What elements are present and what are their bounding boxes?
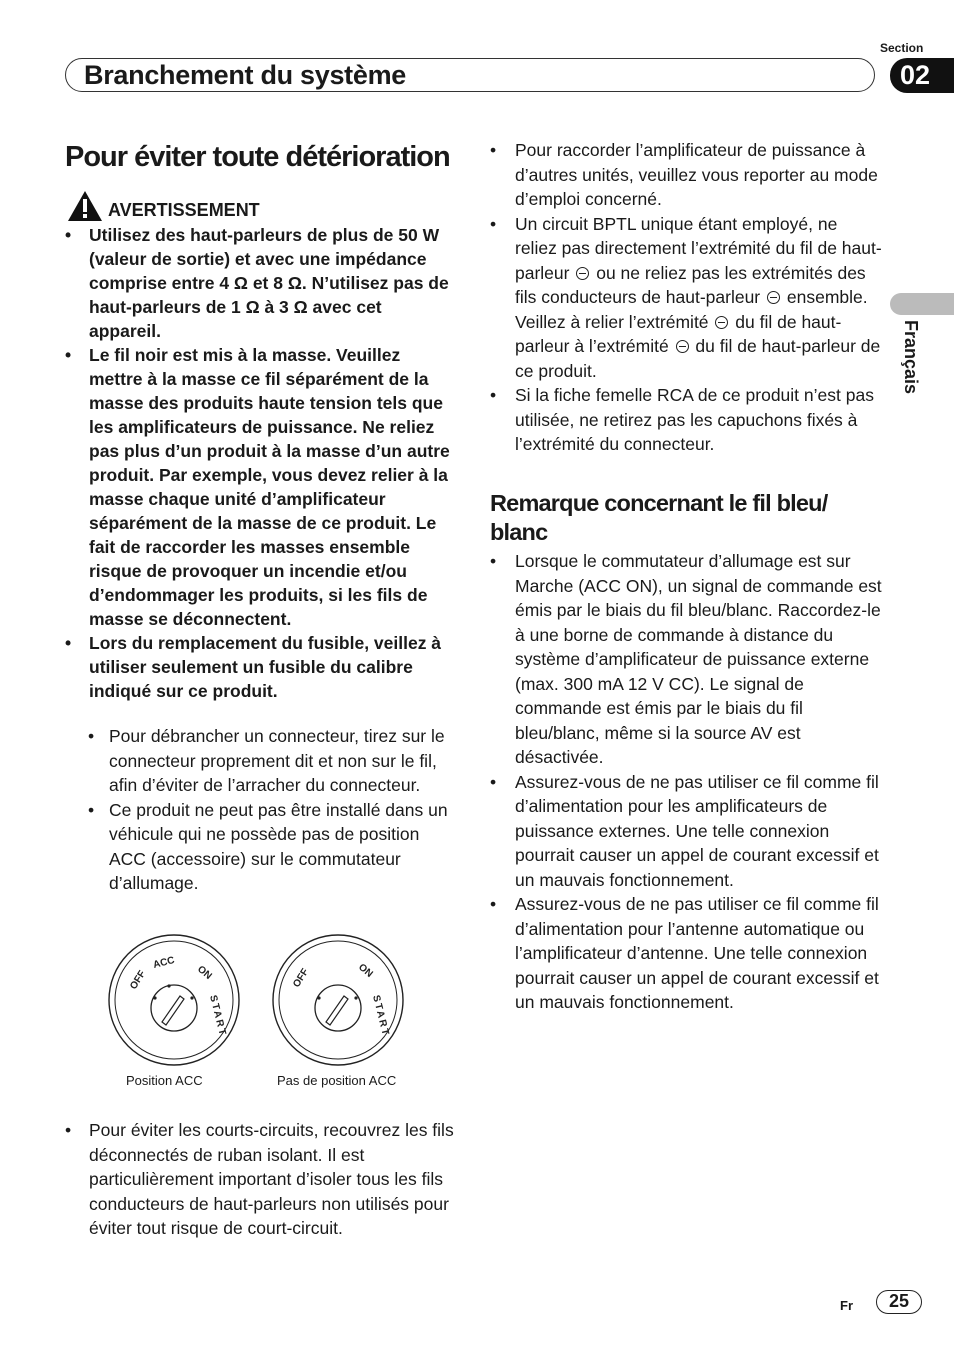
page-number: 25 [876, 1290, 922, 1314]
dial-acc-acc: ACC [152, 954, 176, 971]
section-label: Section [880, 41, 924, 55]
dial-acc-off: OFF [128, 968, 149, 992]
dial-acc-start: START [207, 994, 229, 1039]
caption-acc: Position ACC [126, 1073, 203, 1088]
short-circuit-list [65, 1118, 455, 1241]
amplifier-notes-list [490, 138, 882, 457]
warning-item: • Le fil noir est mis à la masse. Veuillez mettre à la masse ce fil séparément de la masse des produits haute tension tels que les amplificateurs de puissance. Ne reliez pas plus d’un produit à la masse d’un autre produit. Par exemple, vous devez relier à la masse chaque unité d’amplificateur séparément de la masse de ce produit. Le fait de raccorder les masses ensemble risque de provoquer un incendie et/ou d’endommager les produits, si les fils de masse se déconnectent. [65, 343, 457, 631]
bptl-text-3: ensemble. Veillez à relier l’extrémité [515, 287, 868, 332]
minus-terminal-icon [767, 291, 780, 304]
blue-white-wire-item: • Assurez-vous de ne pas utiliser ce fil comme fil d’alimentation pour les amplificateurs de puissance externes. Une telle connexion pourrait causer un appel de courant excessif et un mauvais fonctionnement. [490, 770, 882, 893]
warning-title: AVERTISSEMENT [108, 200, 260, 220]
ignition-switch-figure [106, 930, 406, 1070]
amplifier-note: • Pour raccorder l’amplificateur de puissance à d’autres unités, veuillez vous reporter au mode d’emploi concerné. [490, 138, 882, 212]
rca-note: • Si la fiche femelle RCA de ce produit n’est pas utilisée, ne retirez pas les capuchons fixés à l’extrémité du connecteur. [490, 383, 882, 457]
short-circuit-item: • Pour éviter les courts-circuits, recouvrez les fils déconnectés de ruban isolant. Il est particulièrement important d’isoler tous les fils conducteurs de haut-parleurs non utilisés pour éviter tout risque de court-circuit. [65, 1118, 455, 1241]
warning-item: • Lors du remplacement du fusible, veillez à utiliser seulement un fusible du calibre indiqué sur ce produit. [65, 631, 457, 703]
precaution-item: • Ce produit ne peut pas être installé dans un véhicule qui ne possède pas de position ACC (accessoire) sur le commutateur d’allumage. [86, 798, 454, 896]
language-tab [890, 293, 954, 315]
bptl-text-2: ou ne reliez pas les extrémités des fils conducteurs de haut-parleur [515, 262, 866, 307]
caption-no-acc: Pas de position ACC [277, 1073, 397, 1088]
blue-white-wire-item: • Assurez-vous de ne pas utiliser ce fil comme fil d’alimentation pour l’antenne automatique ou l’amplificateur d’antenne. Une telle connexion pourrait causer un appel de courant excessif et un mauvais fonctionnement. [490, 892, 882, 1015]
bptl-note [490, 212, 882, 384]
precaution-list [86, 724, 454, 896]
minus-terminal-icon [576, 267, 589, 280]
blue-white-wire-list [490, 549, 882, 1015]
footer-language: Fr [840, 1298, 853, 1313]
dial-acc [109, 935, 239, 1065]
warning-icon [67, 190, 103, 222]
warning-item: • Utilisez des haut-parleurs de plus de 50 W (valeur de sortie) et avec une impédance comprise entre 4 Ω et 8 Ω. N’utilisez pas de haut-parleurs de 1 Ω à 3 Ω avec cet appareil. [65, 223, 457, 343]
language-label: Français [901, 320, 921, 395]
precaution-item: • Pour débrancher un connecteur, tirez sur le connecteur proprement dit et non sur le fil, afin d’éviter de l’arracher du connecteur. [86, 724, 454, 798]
bptl-text-5: du fil de haut-parleur de ce produit. [515, 336, 881, 381]
chapter-title: Branchement du système [84, 60, 407, 90]
dial-acc-on: ON [195, 963, 214, 982]
dial-no-acc [273, 935, 403, 1065]
minus-terminal-icon [676, 340, 689, 353]
page-title: Pour éviter toute détérioration [65, 141, 450, 173]
blue-white-wire-item: • Lorsque le commutateur d’allumage est sur Marche (ACC ON), un signal de commande est émis par le biais du fil bleu/blanc. Raccordez-le à une borne de commande à distance du système d’amplificateur de puissance externe (max. 300 mA 12 V CC). Le signal de commande est émis par le biais du fil bleu/blanc, même si la source AV est désactivée. [490, 549, 882, 770]
warning-list [65, 223, 457, 703]
dial-noacc-off: OFF [291, 966, 312, 990]
minus-terminal-icon [715, 316, 728, 329]
dial-noacc-on: ON [356, 961, 375, 980]
section-number-tab: 02 [890, 58, 954, 93]
bptl-text-4: du fil de haut-parleur à l’extrémité [515, 311, 842, 356]
bptl-text-1: Un circuit BPTL unique étant employé, ne reliez pas directement l’extrémité du fil de haut-parleur [515, 213, 882, 283]
language-label-box [897, 320, 923, 410]
subsection-title: Remarque concernant le fil bleu/ blanc [490, 490, 828, 545]
dial-noacc-start: START [370, 994, 392, 1039]
